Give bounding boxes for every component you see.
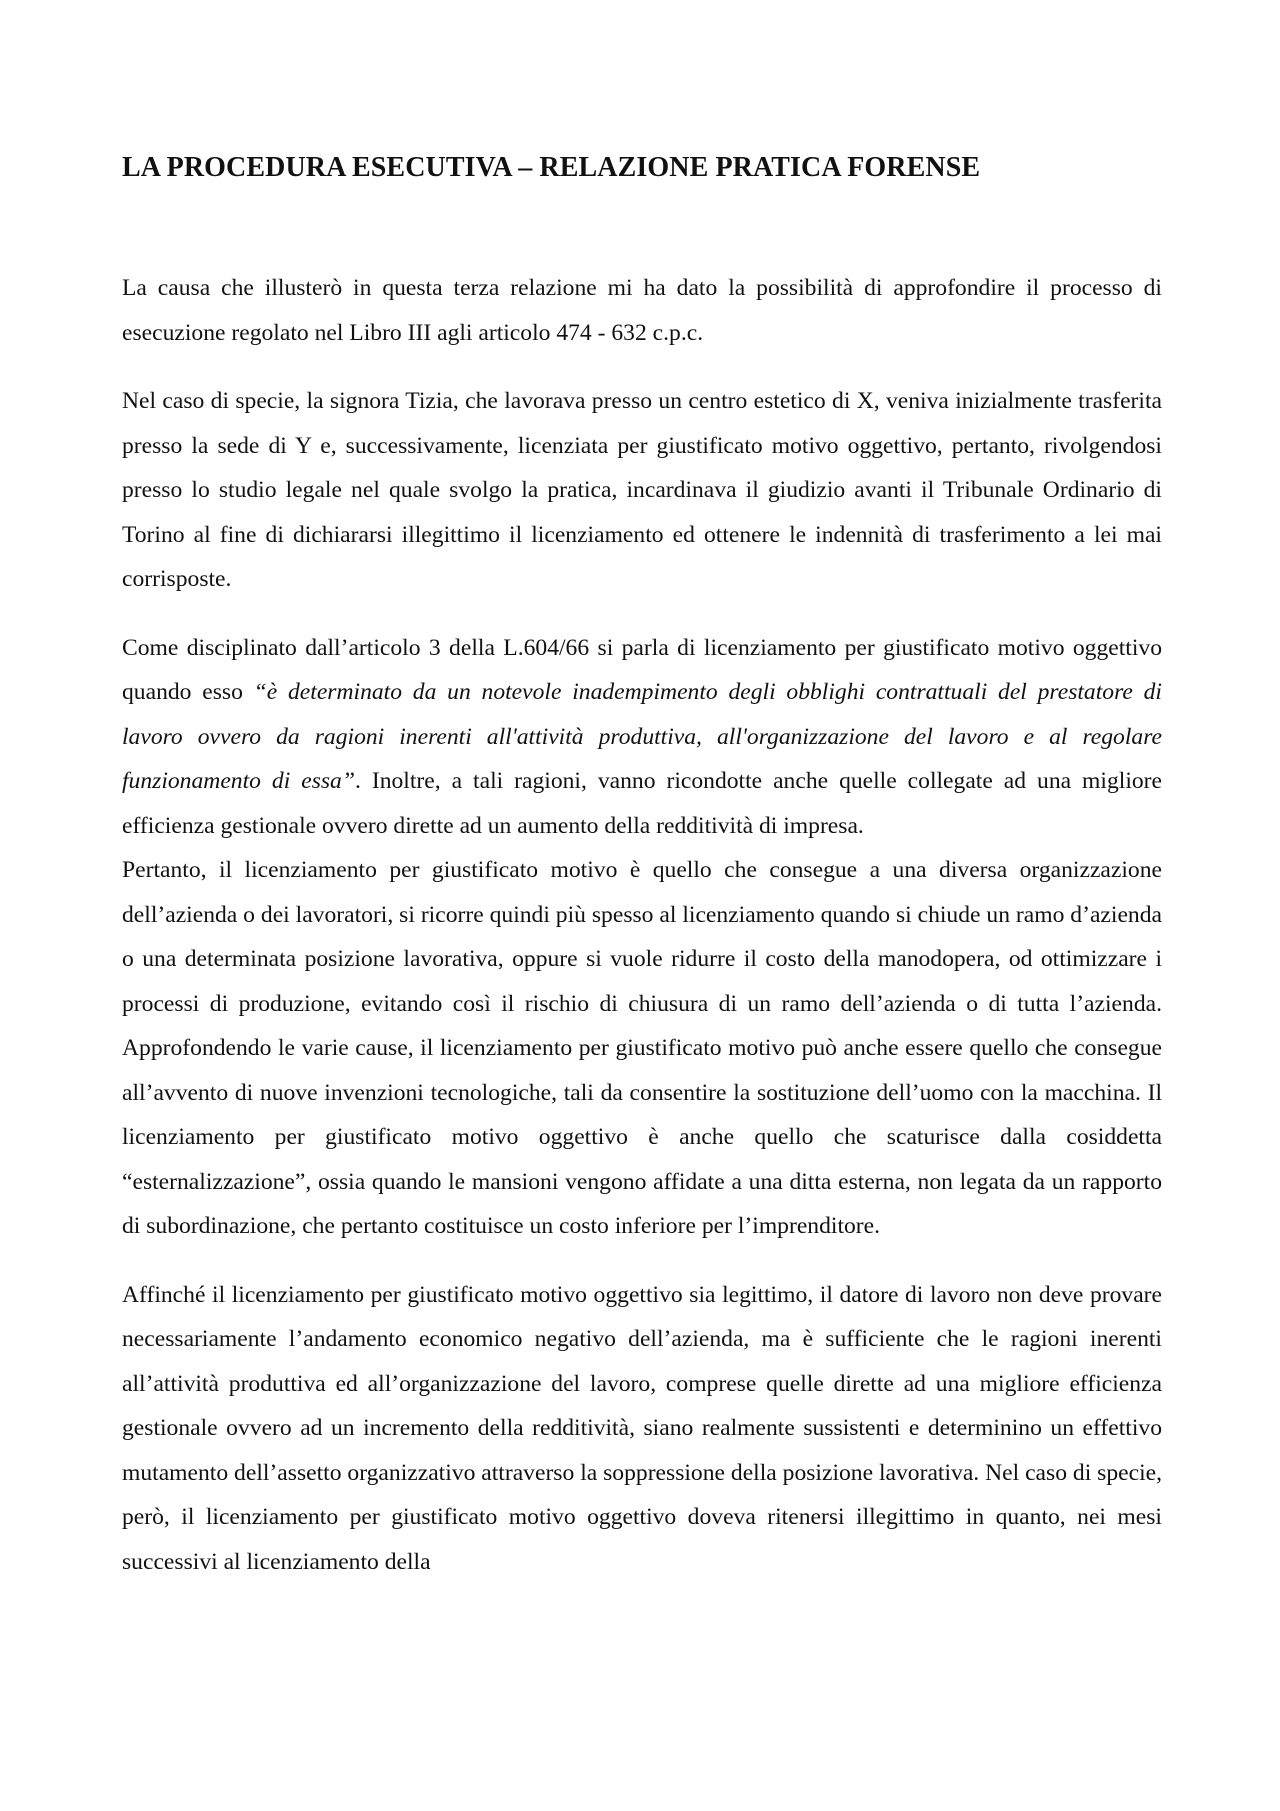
document-title: LA PROCEDURA ESECUTIVA – RELAZIONE PRATICA FORENSE	[122, 152, 981, 183]
paragraph-legal-definition-rest: . Inoltre, a tali ragioni, vanno ricondotte anche quelle collegate ad una migliore efficienza gestionale ovvero dirette ad un aumento della redditività di impresa.	[122, 768, 1162, 839]
paragraph-legal-definition	[122, 626, 1162, 849]
paragraph-case-facts: Nel caso di specie, la signora Tizia, che lavorava presso un centro estetico di X, veniva inizialmente trasferita presso la sede di Y e, successivamente, licenziata per giustificato motivo oggettivo, pertanto, rivolgendosi presso lo studio legale nel quale svolgo la pratica, incardinava il giudizio avanti il Tribunale Ordinario di Torino al fine di dichiararsi illegittimo il licenziamento ed ottenere le indennità di trasferimento a lei mai corrisposte.	[122, 388, 1162, 592]
paragraph-legal-definition-intro: Come disciplinato dall’articolo 3 della L.604/66 si parla di licenziamento per giustificato motivo oggettivo quando esso	[122, 634, 1162, 705]
law-quotation: “è determinato da un notevole inadempimento degli obblighi contrattuali del prestatore di lavoro ovvero da ragioni inerenti all'attività produttiva, all'organizzazione del lavoro e al regolare funzionamento di essa”	[122, 679, 1162, 794]
document-body	[122, 266, 1162, 1608]
paragraph-legitimacy: Affinché il licenziamento per giustificato motivo oggettivo sia legittimo, il datore di lavoro non deve provare necessariamente l’andamento economico negativo dell’azienda, ma è sufficiente che le ragioni inerenti all’attività produttiva ed all’organizzazione del lavoro, comprese quelle dirette ad una migliore efficienza gestionale ovvero ad un incremento della redditività, siano realmente sussistenti e determinino un effettivo mutamento dell’assetto organizzativo attraverso la soppressione della posizione lavorativa. Nel caso di specie, però, il licenziamento per giustificato motivo oggettivo doveva ritenersi illegittimo in quanto, nei mesi successivi al licenziamento della	[122, 1281, 1162, 1575]
paragraph-intro: La causa che illusterò in questa terza relazione mi ha dato la possibilità di approfondire il processo di esecuzione regolato nel Libro III agli articolo 474 - 632 c.p.c.	[122, 275, 1162, 346]
paragraph-justified-dismissal: Pertanto, il licenziamento per giustificato motivo è quello che consegue a una diversa organizzazione dell’azienda o dei lavoratori, si ricorre quindi più spesso al licenziamento quando si chiude un ramo d’azienda o una determinata posizione lavorativa, oppure si vuole ridurre il costo della manodopera, od ottimizzare i processi di produzione, evitando così il rischio di chiusura di un ramo dell’azienda o di tutta l’azienda. Approfondendo le varie cause, il licenziamento per giustificato motivo può anche essere quello che consegue all’avvento di nuove invenzioni tecnologiche, tali da consentire la sostituzione dell’uomo con la macchina. Il licenziamento per giustificato motivo oggettivo è anche quello che scaturisce dalla cosiddetta “esternalizzazione”, ossia quando le mansioni vengono affidate a una ditta esterna, non legata da un rapporto di subordinazione, che pertanto costituisce un costo inferiore per l’imprenditore.	[122, 857, 1162, 1239]
